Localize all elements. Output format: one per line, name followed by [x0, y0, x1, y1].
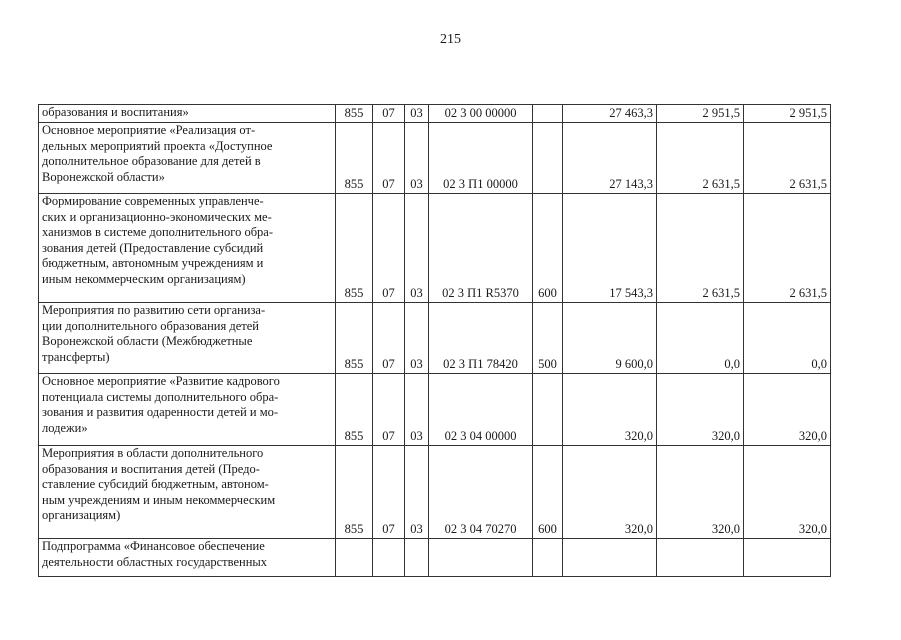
description-line: образования и воспитания» [42, 105, 189, 119]
amount-year2-cell: 320,0 [657, 446, 744, 539]
amount-year2-cell: 0,0 [657, 303, 744, 374]
amount-year1-cell: 17 543,3 [563, 194, 657, 303]
expense-type-cell [533, 374, 563, 446]
subsection-code-cell: 03 [405, 194, 429, 303]
section-code-cell: 07 [373, 374, 405, 446]
amount-year1-cell: 9 600,0 [563, 303, 657, 374]
subsection-code-cell [405, 539, 429, 577]
target-article-cell: 02 3 04 00000 [429, 374, 533, 446]
description-line: иным некоммерческим организациям) [42, 271, 246, 286]
expense-type-cell [533, 539, 563, 577]
target-article-cell: 02 3 П1 78420 [429, 303, 533, 374]
description-line: Основное мероприятие «Развитие кадрового [42, 374, 280, 388]
section-code-cell: 07 [373, 123, 405, 194]
table-row [39, 374, 831, 446]
expense-type-cell: 500 [533, 303, 563, 374]
target-article-cell: 02 3 П1 00000 [429, 123, 533, 194]
table-row [39, 123, 831, 194]
ved-code-cell: 855 [336, 123, 373, 194]
description-line: лодежи» [42, 420, 88, 435]
expense-type-cell: 600 [533, 194, 563, 303]
section-code-cell [373, 539, 405, 577]
description-cell [39, 446, 336, 539]
budget-table [38, 104, 831, 577]
description-line: Мероприятия по развитию сети организа- [42, 303, 266, 317]
amount-year1-cell: 320,0 [563, 374, 657, 446]
amount-year2-cell: 2 631,5 [657, 123, 744, 194]
amount-year3-cell: 320,0 [744, 446, 831, 539]
ved-code-cell: 855 [336, 105, 373, 123]
description-line: ным учреждениям и иным некоммерческим [42, 492, 276, 507]
description-line: дельных мероприятий проекта «Доступное [42, 138, 273, 153]
amount-year1-cell: 27 463,3 [563, 105, 657, 123]
description-line: бюджетным, автономным учреждениям и [42, 256, 264, 270]
description-line: Основное мероприятие «Реализация от- [42, 123, 256, 137]
subsection-code-cell: 03 [405, 303, 429, 374]
description-line: Воронежской области (Межбюджетные [42, 334, 253, 348]
subsection-code-cell: 03 [405, 374, 429, 446]
table-body [39, 105, 831, 577]
amount-year3-cell [744, 539, 831, 577]
page-number: 215 [440, 32, 461, 47]
description-cell [39, 194, 336, 303]
section-code-cell: 07 [373, 105, 405, 123]
target-article-cell [429, 539, 533, 577]
description-cell [39, 105, 336, 123]
description-line: зования и развития одаренности детей и мо- [42, 405, 279, 419]
description-line: Формирование современных управленче- [42, 194, 264, 208]
expense-type-cell [533, 105, 563, 123]
description-line: образования и воспитания детей (Предо- [42, 461, 260, 476]
description-line: ханизмов в системе дополнительного обра- [42, 225, 274, 239]
target-article-cell: 02 3 00 00000 [429, 105, 533, 123]
table-row [39, 194, 831, 303]
amount-year2-cell: 2 951,5 [657, 105, 744, 123]
table-row [39, 446, 831, 539]
expense-type-cell [533, 123, 563, 194]
target-article-cell: 02 3 04 70270 [429, 446, 533, 539]
amount-year2-cell: 2 631,5 [657, 194, 744, 303]
description-line: трансферты) [42, 349, 110, 364]
description-line: ских и организационно-экономических ме- [42, 209, 272, 224]
description-line: зования детей (Предоставление субсидий [42, 240, 264, 255]
amount-year3-cell: 320,0 [744, 374, 831, 446]
subsection-code-cell: 03 [405, 123, 429, 194]
table-row [39, 303, 831, 374]
ved-code-cell: 855 [336, 194, 373, 303]
description-line: ции дополнительного образования детей [42, 318, 259, 333]
description-line: Мероприятия в области дополнительного [42, 446, 264, 460]
table-row [39, 539, 831, 577]
ved-code-cell [336, 539, 373, 577]
expense-type-cell: 600 [533, 446, 563, 539]
section-code-cell: 07 [373, 446, 405, 539]
table-row [39, 105, 831, 123]
subsection-code-cell: 03 [405, 446, 429, 539]
description-line: потенциала системы дополнительного обра- [42, 389, 279, 404]
amount-year1-cell: 27 143,3 [563, 123, 657, 194]
target-article-cell: 02 3 П1 R5370 [429, 194, 533, 303]
amount-year1-cell [563, 539, 657, 577]
description-cell [39, 539, 336, 577]
amount-year2-cell [657, 539, 744, 577]
amount-year3-cell: 2 631,5 [744, 123, 831, 194]
amount-year3-cell: 2 951,5 [744, 105, 831, 123]
section-code-cell: 07 [373, 303, 405, 374]
description-line: Воронежской области» [42, 169, 165, 184]
description-line: деятельности областных государственных [42, 554, 268, 569]
section-code-cell: 07 [373, 194, 405, 303]
ved-code-cell: 855 [336, 303, 373, 374]
description-cell [39, 374, 336, 446]
ved-code-cell: 855 [336, 446, 373, 539]
description-cell [39, 303, 336, 374]
description-line: организациям) [42, 508, 121, 522]
amount-year3-cell: 0,0 [744, 303, 831, 374]
description-line: дополнительное образование для детей в [42, 154, 261, 168]
description-cell [39, 123, 336, 194]
description-line: Подпрограмма «Финансовое обеспечение [42, 539, 265, 553]
amount-year3-cell: 2 631,5 [744, 194, 831, 303]
description-line: ставление субсидий бюджетным, автоном- [42, 477, 269, 491]
amount-year2-cell: 320,0 [657, 374, 744, 446]
amount-year1-cell: 320,0 [563, 446, 657, 539]
subsection-code-cell: 03 [405, 105, 429, 123]
ved-code-cell: 855 [336, 374, 373, 446]
